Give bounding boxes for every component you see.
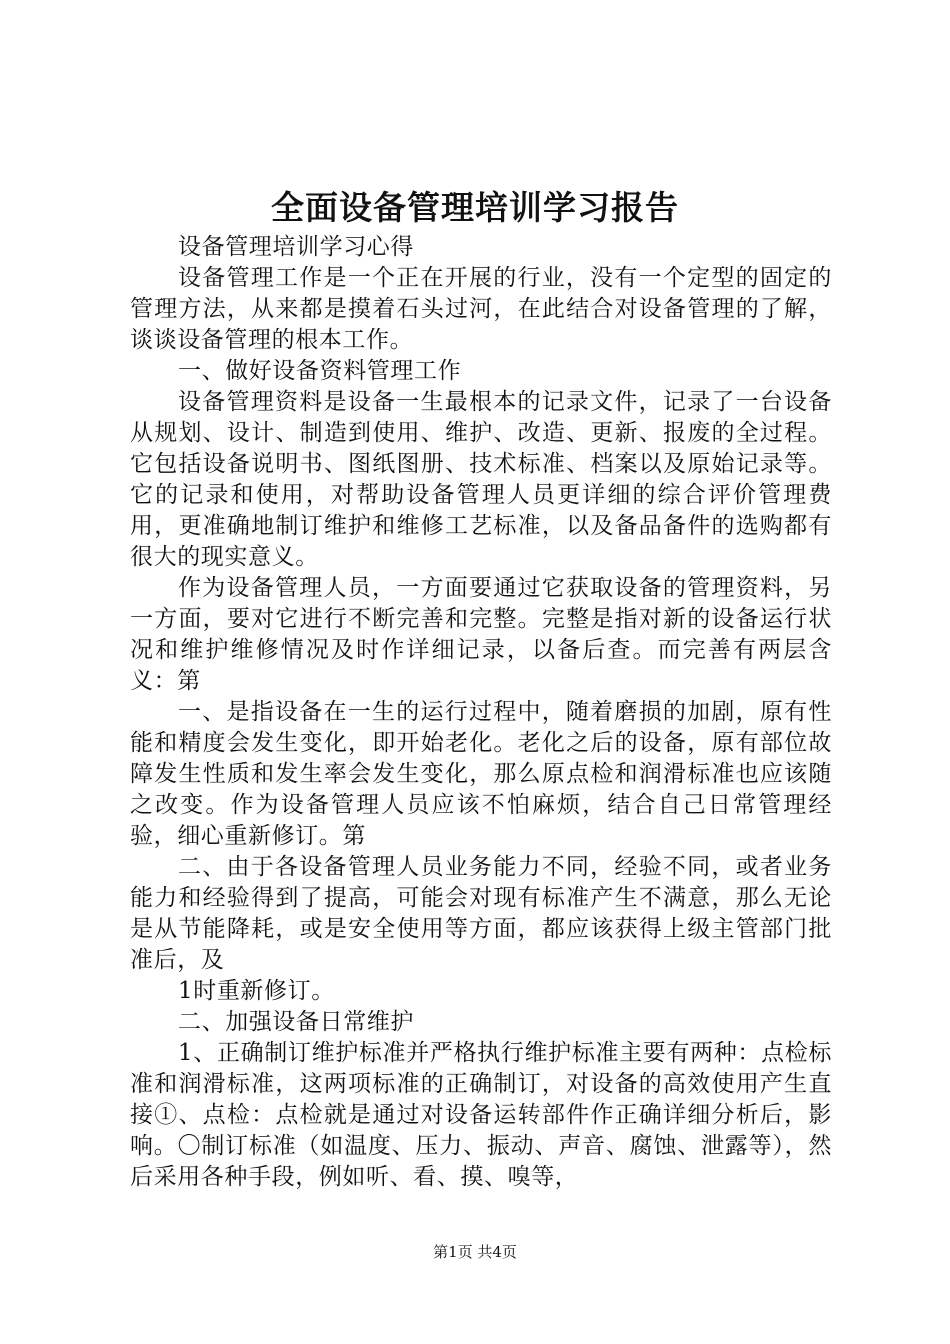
document-body xyxy=(130,232,832,1193)
paragraph-subtitle: 设备管理培训学习心得 xyxy=(178,234,414,260)
paragraph: 作为设备管理人员，一方面要通过它获取设备的管理资料，另一方面，要对它进行不断完善和完整。完整是指对新的设备运行状况和维护维修情况及时作详细记录，以备后查。而完善有两层含义：第 xyxy=(130,575,832,694)
page-title: 全面设备管理培训学习报告 xyxy=(271,188,679,227)
paragraph-intro: 设备管理工作是一个正在开展的行业，没有一个定型的固定的管理方法，从来都是摸着石头过河，在此结合对设备管理的了解，谈谈设备管理的根本工作。 xyxy=(130,265,832,353)
paragraph: 1、正确制订维护标准并严格执行维护标准主要有两种：点检标准和润滑标准，这两项标准的正确制订，对设备的高效使用产生直接①、点检：点检就是通过对设备运转部件作正确详细分析后，影响。〇制订标准（如温度、压力、振动、声音、腐蚀、泄露等），然后采用各种手段，例如听、看、摸、嗅等， xyxy=(130,1040,832,1190)
page-number-footer: 第1页 共4页 xyxy=(433,1243,517,1261)
paragraph: 1时重新修订。 xyxy=(178,978,335,1004)
section-heading-1: 一、做好设备资料管理工作 xyxy=(178,358,462,384)
paragraph: 一、是指设备在一生的运行过程中，随着磨损的加剧，原有性能和精度会发生变化，即开始老化。老化之后的设备，原有部位故障发生性质和发生率会发生变化，那么原点检和润滑标准也应该随之改变。作为设备管理人员应该不怕麻烦，结合自己日常管理经验，细心重新修订。第 xyxy=(130,699,832,849)
paragraph: 设备管理资料是设备一生最根本的记录文件，记录了一台设备从规划、设计、制造到使用、维护、改造、更新、报废的全过程。它包括设备说明书、图纸图册、技术标准、档案以及原始记录等。它的记录和使用，对帮助设备管理人员更详细的综合评价管理费用，更准确地制订维护和维修工艺标准，以及备品备件的选购都有很大的现实意义。 xyxy=(130,389,832,570)
paragraph: 二、由于各设备管理人员业务能力不同，经验不同，或者业务能力和经验得到了提高，可能会对现有标准产生不满意，那么无论是从节能降耗，或是安全使用等方面，都应该获得上级主管部门批准后，及 xyxy=(130,854,832,973)
section-heading-2: 二、加强设备日常维护 xyxy=(178,1009,414,1035)
